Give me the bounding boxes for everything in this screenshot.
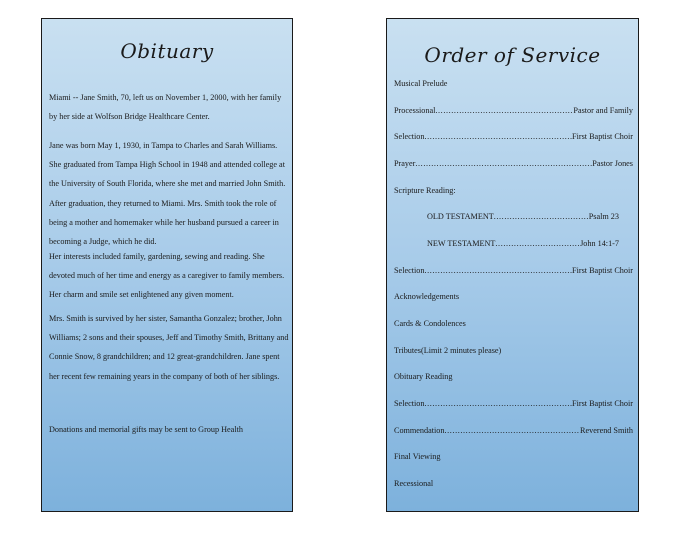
dot-leader (494, 211, 589, 223)
dot-leader (435, 105, 573, 117)
service-item-label: Prayer (394, 159, 416, 168)
service-item-scripture-reading (394, 185, 456, 197)
service-item-label: Tributes(Limit 2 minutes please) (394, 346, 502, 355)
order-of-service-panel (386, 18, 639, 512)
service-item-selection-1 (394, 131, 633, 143)
service-item-label: Scripture Reading: (394, 186, 456, 195)
service-item-label: Cards & Condolences (394, 319, 466, 328)
order-of-service-title: Order of Service (424, 43, 601, 67)
dot-leader (424, 398, 572, 410)
service-item-final-viewing (394, 451, 440, 463)
obituary-paragraph-biography: Jane was born May 1, 1930, in Tampa to Charles and Sarah Williams. She graduated from Tampa High School in 1948 and attended college at the University of South Florida, where she met and married John Smith. After graduation, they returned to Miami. Mrs. Smith took the role of being a mother and homemaker while her husband pursued a career in becoming a Judge, which he did. (49, 141, 286, 247)
service-item-new-testament (427, 238, 619, 250)
service-item-label: Processional (394, 106, 436, 115)
service-item-selection-3 (394, 398, 633, 410)
service-item-old-testament (427, 211, 619, 223)
service-item-label: Final Viewing (394, 452, 441, 461)
service-item-person: Pastor and Family (573, 106, 633, 115)
service-item-person: Psalm 23 (588, 212, 619, 221)
service-item-label: Selection (394, 266, 425, 275)
service-item-label: Commendation (394, 426, 445, 435)
service-item-cards-condolences (394, 318, 466, 330)
service-item-tributes (394, 345, 501, 357)
service-item-label: Musical Prelude (394, 79, 448, 88)
dot-leader (415, 158, 592, 170)
obituary-paragraph-donations: Donations and memorial gifts may be sent to Group Health (49, 425, 243, 434)
service-item-label: OLD TESTAMENT (427, 212, 494, 221)
service-item-selection-2 (394, 265, 633, 277)
obituary-paragraph-interests: Her interests included family, gardening, sewing and reading. She devoted much of her time and energy as a caregiver to family members. Her charm and smile set enlightened any given moment. (49, 252, 285, 300)
service-item-processional (394, 105, 633, 117)
service-item-recessional (394, 478, 433, 490)
obituary-paragraph-intro: Miami -- Jane Smith, 70, left us on November 1, 2000, with her family by her side at Wolfson Bridge Healthcare Center. (49, 93, 282, 122)
obituary-paragraph-survivors: Mrs. Smith is survived by her sister, Samantha Gonzalez; brother, John Williams; 2 sons and their spouses, Jeff and Timothy Smith, Brittany and Connie Snow, 8 grandchildren; and 12 great-grandchildren. Jane spent her recent few remaining years in the company of both of her siblings. (49, 314, 289, 381)
dot-leader (424, 131, 572, 143)
service-item-person: First Baptist Choir (572, 266, 633, 275)
service-item-label: NEW TESTAMENT (427, 239, 496, 248)
obituary-panel (41, 18, 293, 512)
service-item-label: Obituary Reading (394, 372, 453, 381)
obituary-title: Obituary (120, 39, 214, 63)
service-item-person: Reverend Smith (580, 426, 633, 435)
service-item-acknowledgements (394, 291, 459, 303)
service-item-person: First Baptist Choir (572, 132, 633, 141)
service-item-person: John 14:1-7 (580, 239, 619, 248)
service-item-musical-prelude (394, 78, 447, 90)
service-item-label: Selection (394, 132, 425, 141)
service-item-person: Pastor Jones (592, 159, 633, 168)
dot-leader (444, 425, 580, 437)
service-item-prayer (394, 158, 633, 170)
service-item-label: Acknowledgements (394, 292, 460, 301)
service-item-person: First Baptist Choir (572, 399, 633, 408)
service-item-obituary-reading (394, 371, 452, 383)
service-item-label: Recessional (394, 479, 434, 488)
service-item-label: Selection (394, 399, 425, 408)
dot-leader (495, 238, 580, 250)
dot-leader (424, 265, 572, 277)
service-item-commendation (394, 425, 633, 437)
